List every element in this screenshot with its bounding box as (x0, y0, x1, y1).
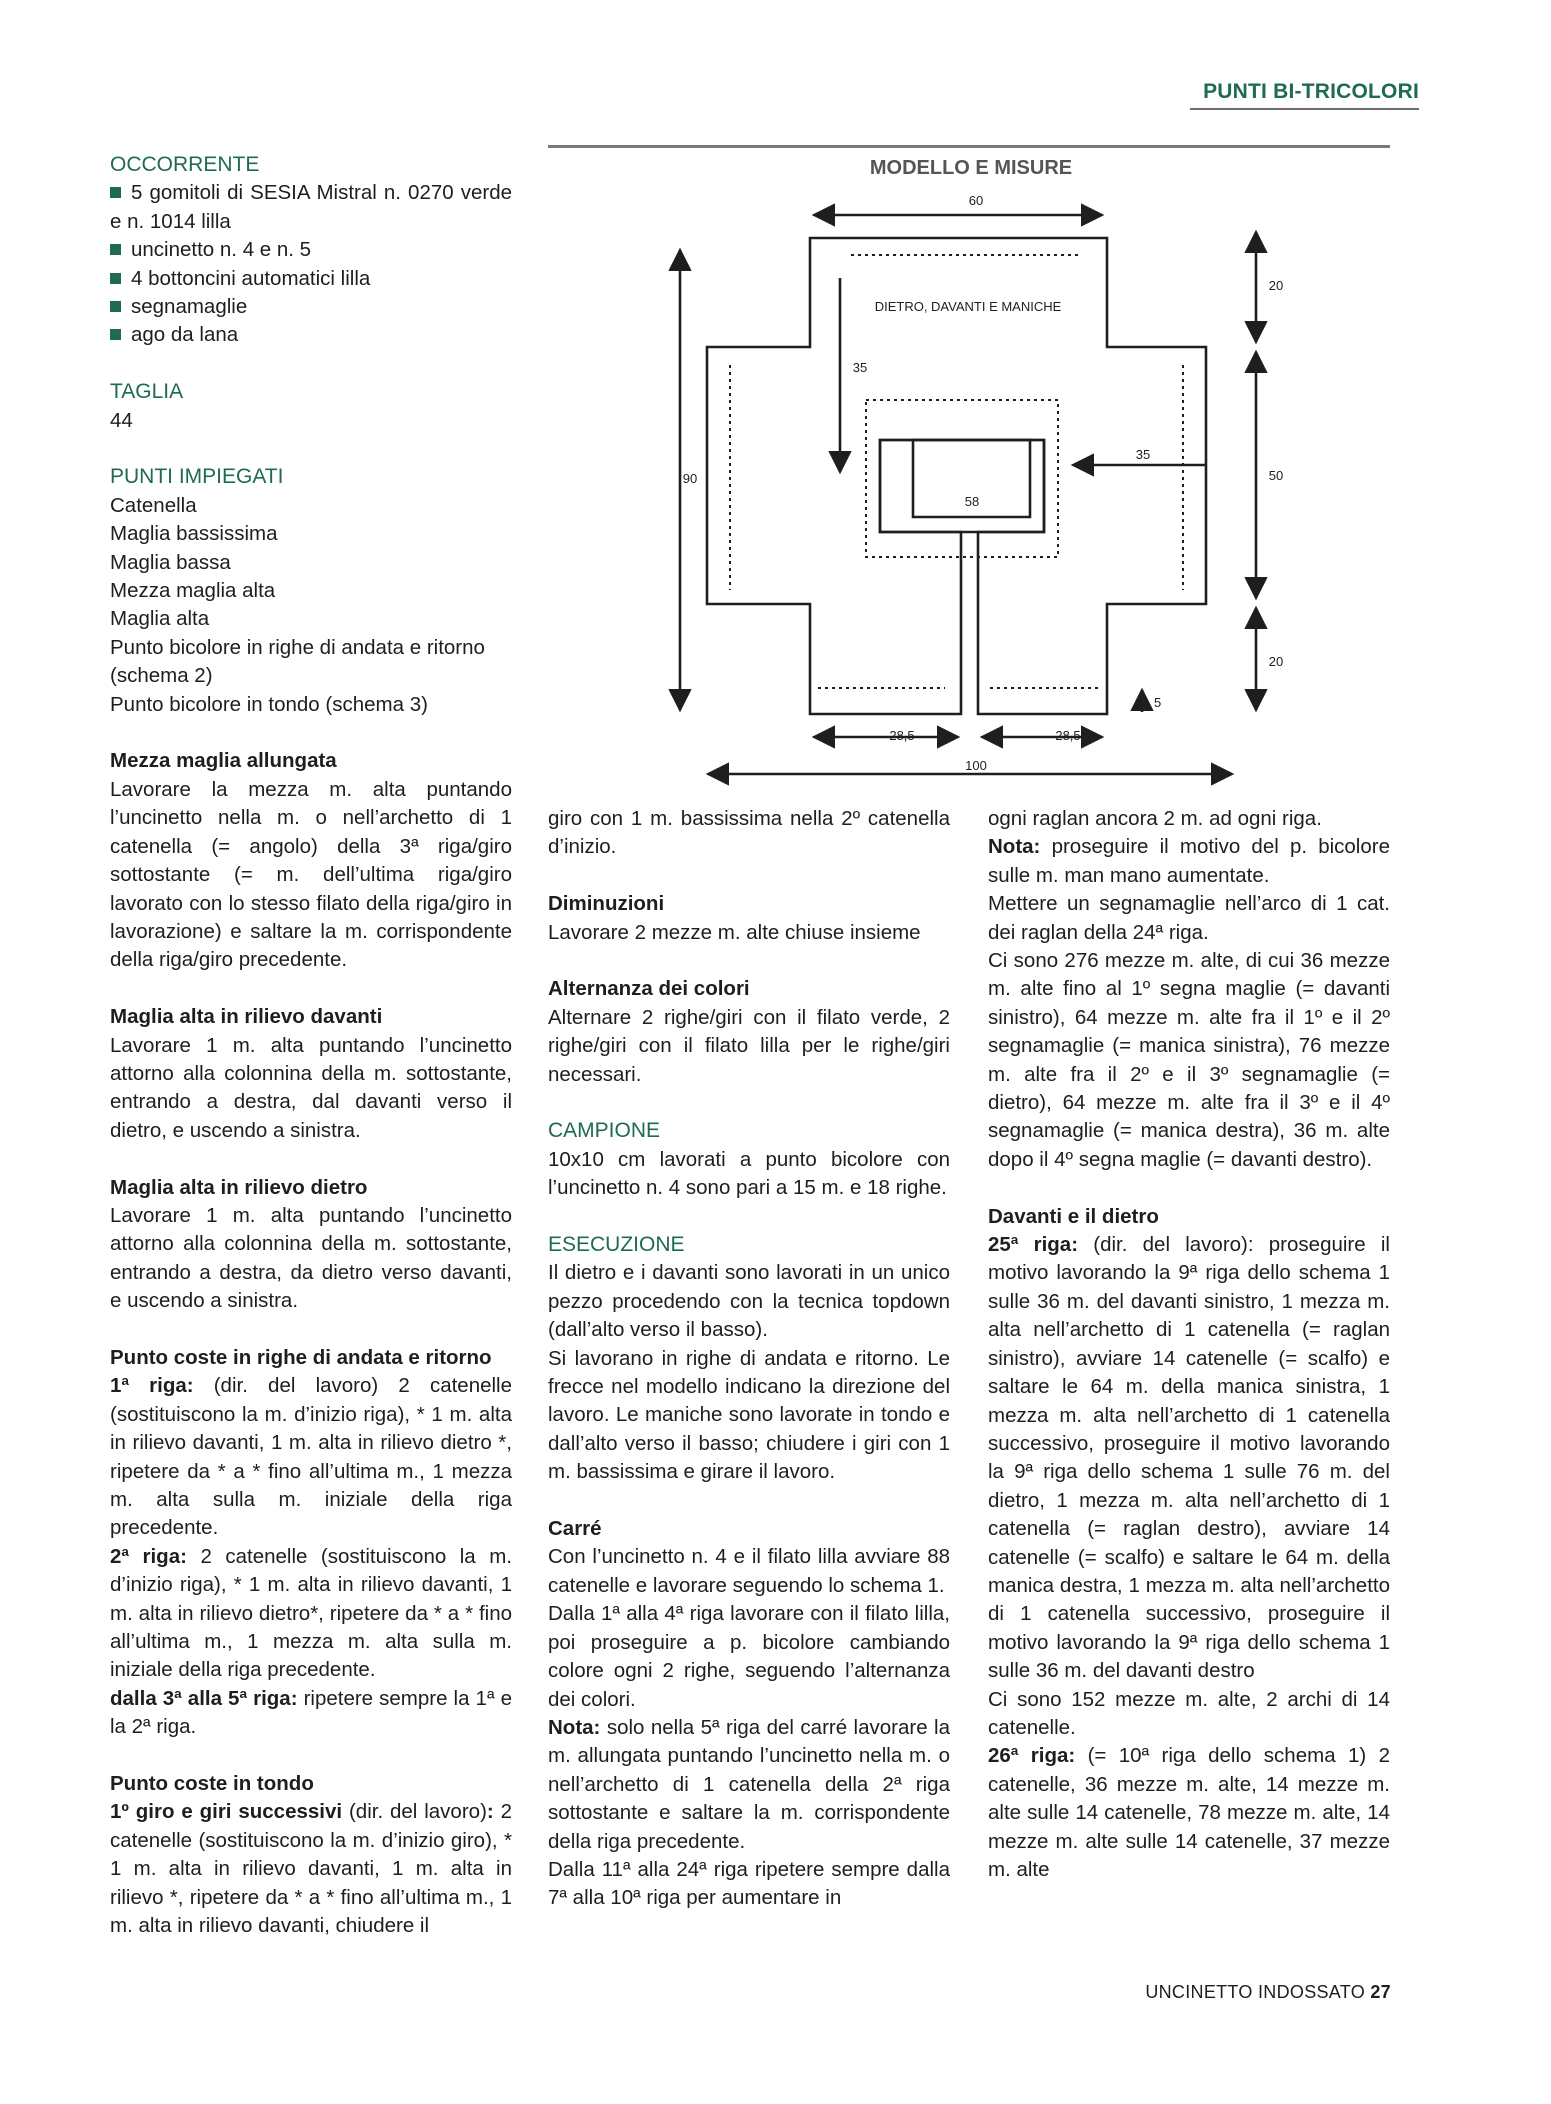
stitches-heading: PUNTI IMPIEGATI (110, 465, 284, 489)
stitch-item: Catenella (110, 493, 197, 517)
stitch-item: Mezza maglia alta (110, 579, 276, 603)
header-rule (1190, 108, 1419, 110)
measure-bottom: 100 (965, 758, 987, 773)
davanti-p2: Ci sono 152 mezze m. alte, 2 archi di 14 catenelle. (988, 1687, 1390, 1739)
carre-p3: Dalla 11ª alla 24ª riga ripetere sempre dalla 7ª alla 10ª riga per aumentare in (548, 1857, 950, 1910)
carre-nota1: Nota: solo nella 5ª riga del carré lavorare la m. allungata puntando l’uncinetto nella m. o nell’archetto di 1 catenella della 2ª riga sottostante e saltare la m. corrispondente della riga precedente. (548, 1715, 950, 1853)
coste-righe-title: Punto coste in righe di andata e ritorno (110, 1345, 492, 1369)
measure-right-mid: 50 (1268, 468, 1284, 483)
campione-heading: CAMPIONE (548, 1119, 661, 1143)
carre-p1: Con l’uncinetto n. 4 e il filato lilla avviare 88 catenelle e lavorare seguendo lo schema 1. (548, 1545, 950, 1597)
material-item: uncinetto n. 4 e n. 5 (110, 236, 512, 264)
bullet-icon (110, 301, 121, 312)
material-item: 5 gomitoli di SESIA Mistral n. 0270 verde e n. 1014 lilla (110, 181, 512, 233)
coste-righe-r1: 1ª riga: (dir. del lavoro) 2 catenelle (sostituiscono la m. d’inizio riga), * 1 m. alta in rilievo davanti, 1 m. alta in rilievo dietro *, ripetere da * a * fino all’ultima m., 1 mezza m. alta sulla m. iniziale della riga precedente. (110, 1374, 513, 1540)
davanti-r26: 26ª riga: (= 10ª riga dello schema 1) 2 catenelle, 36 mezze m. alte, 14 mezze m. alte sulle 14 catenelle, 78 mezze m. alte, 14 mezze m. alte sulle 14 catenelle, 37 mezze m. alte (988, 1744, 1390, 1882)
stitch-item: Maglia bassa (110, 550, 231, 574)
coste-tondo-cont: giro con 1 m. bassissima nella 2º catenella d’inizio. (548, 807, 950, 859)
diagram-label: DIETRO, DAVANTI E MANICHE (874, 299, 1062, 314)
stitch-item: Maglia alta (110, 607, 210, 631)
measure-inner: 35 (1135, 447, 1151, 462)
esecuzione-heading: ESECUZIONE (548, 1233, 685, 1257)
measure-neck: 58 (964, 494, 980, 509)
measure-top: 60 (968, 193, 984, 208)
coste-righe-r2: 2ª riga: 2 catenelle (sostituiscono la m. d’inizio riga), * 1 m. alta in rilievo davanti, 1 m. alta in rilievo dietro*, ripetere da * a * fino all’ultima m., 1 mezza m. alta sulla m. iniziale della riga precedente. (110, 1544, 512, 1682)
carre-title: Carré (548, 1517, 602, 1541)
middle-column (548, 805, 950, 1913)
bullet-icon (110, 329, 121, 340)
size-heading: TAGLIA (110, 380, 184, 404)
measure-front-left: 28,5 (889, 728, 915, 743)
material-item: segnamaglie (110, 293, 512, 321)
coste-tondo-title: Punto coste in tondo (110, 1772, 314, 1796)
stitch-item: Punto bicolore in tondo (schema 3) (110, 692, 428, 716)
measure-front-right: 28,5 (1055, 728, 1081, 743)
coste-righe-r3: dalla 3ª alla 5ª riga: ripetere sempre la 1ª e la 2ª riga. (110, 1686, 512, 1739)
carre-p3-cont: ogni raglan ancora 2 m. ad ogni riga. (988, 807, 1322, 830)
left-column (110, 151, 512, 1940)
ma-front-text: Lavorare 1 m. alta puntando l’uncinetto attorno alla colonnina della m. sottostante, entrando a destra, dal davanti verso il dietro, e uscendo a sinistra. (110, 1033, 512, 1142)
carre-p2: Dalla 1ª alla 4ª riga lavorare con il filato lilla, poi proseguire a p. bicolore cambiando colore ogni 2 righe, seguendo l’alternanza dei colori. (548, 1602, 950, 1711)
carre-nota2: Nota: proseguire il motivo del p. bicolore sulle m. man mano aumentate. (988, 835, 1390, 887)
materials-heading: OCCORRENTE (110, 153, 260, 176)
bullet-icon (110, 273, 121, 284)
material-item: 4 bottoncini automatici lilla (110, 265, 512, 293)
page-number: 27 (1370, 1982, 1391, 2002)
ma-back-text: Lavorare 1 m. alta puntando l’uncinetto attorno alla colonnina della m. sottostante, entrando a destra, da dietro verso davanti, e uscendo a sinistra. (110, 1203, 512, 1313)
davanti-title: Davanti e il dietro (988, 1204, 1159, 1228)
diminuzioni-text: Lavorare 2 mezze m. alte chiuse insieme (548, 920, 921, 944)
ma-front-title: Maglia alta in rilievo davanti (110, 1005, 383, 1029)
pattern-diagram (548, 150, 1390, 790)
right-column (988, 805, 1390, 1884)
section-title: PUNTI BI-TRICOLORI (1203, 80, 1419, 103)
mma-text: Lavorare la mezza m. alta puntando l’uncinetto nella m. o nell’archetto di 1 catenella (= angolo) della 3ª riga/giro sottostante (= m. dell’ultima riga/giro lavorato con lo stesso filato della riga/giro in lavorazione) e saltare la m. corrispondente della riga/giro precedente. (110, 777, 512, 972)
measure-left: 90 (682, 471, 698, 486)
measure-right-bot: 20 (1268, 654, 1284, 669)
bullet-icon (110, 244, 121, 255)
esecuzione-p2: Si lavorano in righe di andata e ritorno. Le frecce nel modello indicano la direzione del lavoro. Le maniche sono lavorate in tondo e dall’alto verso il basso; chiudere i giri con 1 m. bassissima e girare il lavoro. (548, 1346, 950, 1484)
stitch-item: Punto bicolore in righe di andata e ritorno (schema 2) (110, 635, 485, 688)
stitch-item: Maglia bassissima (110, 522, 278, 546)
alternanza-text: Alternare 2 righe/giri con il filato verde, 2 righe/giri con il filato lilla per le righe/giri necessari. (548, 1005, 950, 1086)
coste-tondo-g1: 1º giro e giri successivi (dir. del lavoro): 2 catenelle (sostituiscono la m. d’inizio giro), * 1 m. alta in rilievo davanti, 1 m. alta in rilievo *, ripetere da * a * fino all’ultima m., 1 m. alta in rilievo davanti, chiudere il (110, 1800, 513, 1938)
diminuzioni-title: Diminuzioni (548, 892, 665, 916)
diagram-top-rule (548, 145, 1390, 148)
mma-title: Mezza maglia allungata (110, 749, 337, 773)
dotted-guides (730, 255, 1183, 688)
davanti-r25: 25ª riga: (dir. del lavoro): proseguire il motivo lavorando la 9ª riga dello schema 1 sulle 36 m. del davanti sinistro, 1 mezza m. alta nell’archetto di 1 catenella (= raglan sinistro), avviare 14 catenelle (= scalfo) e saltare le 64 m. della manica sinistra, 1 mezza m. alta nell’archetto di 1 catenella successivo, proseguire il motivo lavorando la 9ª riga dello schema 1 sulle 76 m. del dietro, 1 mezza m. alta nell’archetto di 1 catenella (= raglan destro), avviare 14 catenelle (= scalfo) e saltare le 64 m. della manica destra, 1 mezza m. alta nell’archetto di 1 catenella successivo, proseguire il motivo lavorando la 9ª riga dello schema 1 sulle 36 m. del davanti destro (988, 1233, 1390, 1683)
footer (1145, 1982, 1391, 2003)
diagram-title: MODELLO E MISURE (869, 157, 1073, 179)
material-item: ago da lana (110, 321, 512, 349)
direction-arrows (840, 278, 1206, 712)
carre-p4: Mettere un segnamaglie nell’arco di 1 cat. dei raglan della 24ª riga. (988, 892, 1390, 944)
measure-arrow: 35 (852, 360, 868, 375)
size-value: 44 (110, 408, 133, 432)
ma-back-title: Maglia alta in rilievo dietro (110, 1175, 368, 1199)
measure-right-top: 20 (1268, 278, 1284, 293)
magazine-name: UNCINETTO INDOSSATO (1145, 1982, 1366, 2002)
campione-text: 10x10 cm lavorati a punto bicolore con l’uncinetto n. 4 sono pari a 15 m. e 18 righe. (548, 1147, 950, 1200)
carre-p5: Ci sono 276 mezze m. alte, di cui 36 mezze m. alte fino al 1º segna maglie (= davanti sinistro), 64 mezze m. alte fra il 1º e il 2º segnamaglie (= manica sinistra), 76 mezze m. alte fra il 2º e il 3º segnamaglie (= dietro), 64 mezze m. alte fra il 3º e il 4º segnamaglie (= manica destra), 36 m. alte dopo il 4º segna maglie (= davanti destro). (988, 949, 1390, 1171)
measure-rib: 5 (1154, 695, 1162, 710)
esecuzione-p1: Il dietro e i davanti sono lavorati in un unico pezzo procedendo con la tecnica topdown (dall’alto verso il basso). (548, 1261, 950, 1342)
alternanza-title: Alternanza dei colori (548, 977, 750, 1001)
bullet-icon (110, 187, 121, 198)
